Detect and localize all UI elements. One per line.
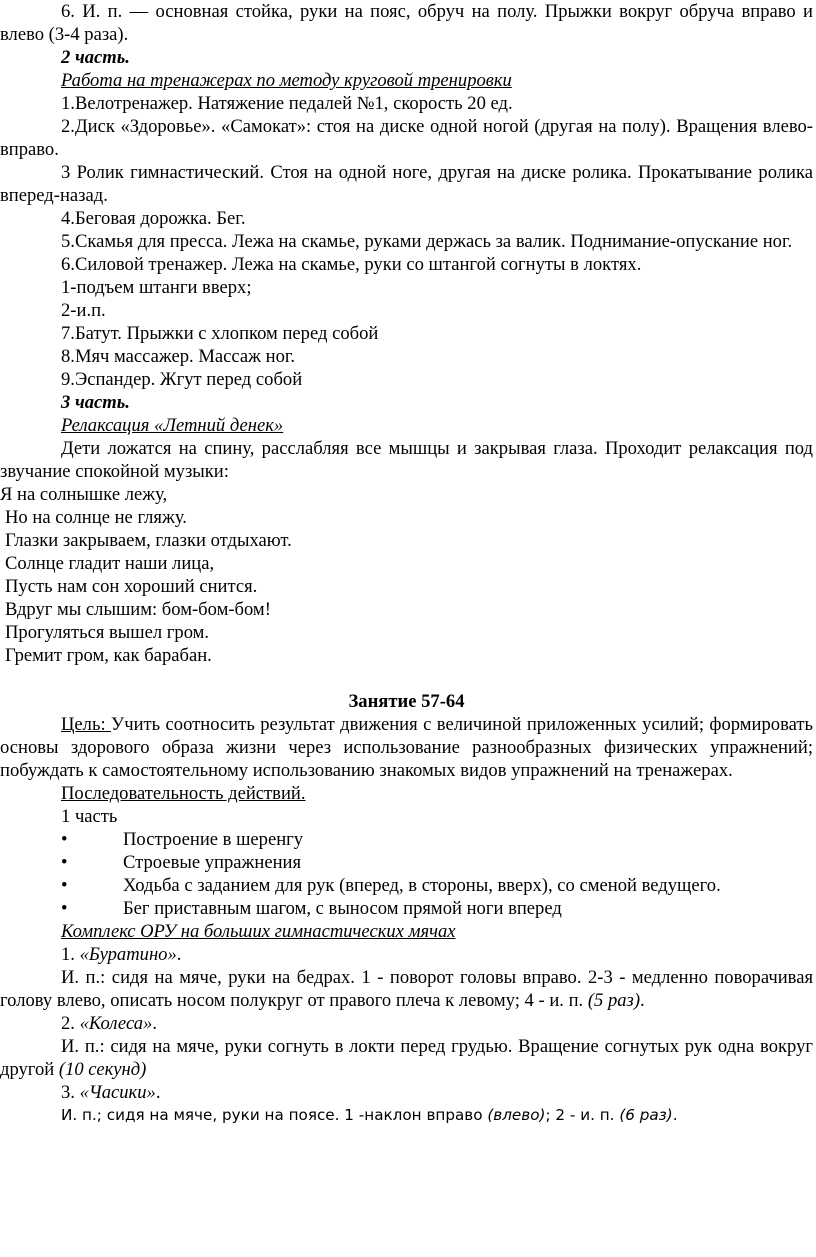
list-item-text: Строевые упражнения — [123, 852, 302, 873]
section-heading: 3 часть. — [61, 392, 130, 413]
poem-line: Я на солнышке лежу, — [0, 484, 168, 505]
goal-paragraph — [0, 713, 813, 782]
goal-label: Цель: — [61, 714, 112, 735]
complex-title: Комплекс ОРУ на больших гимнастических мячах — [61, 921, 456, 942]
exercise-name: «Часики» — [79, 1082, 156, 1103]
section-subheading: Релаксация «Летний денек» — [61, 415, 284, 436]
list-item — [0, 851, 813, 874]
paragraph: 5.Скамья для пресса. Лежа на скамье, руками держась за валик. Поднимание-опускание ног. — [61, 231, 793, 252]
exercise-number: 1. — [61, 944, 80, 965]
exercise-period: . — [640, 990, 645, 1011]
exercise-reps: (5 раз) — [587, 990, 641, 1011]
paragraph: 6. И. п. — основная стойка, руки на пояс, обруч на полу. Прыжки вокруг обруча вправо и влево (3-4 раза). — [0, 1, 813, 45]
exercise-number: 3. — [61, 1082, 80, 1103]
exercise-heading — [0, 1081, 813, 1104]
list-item-text: Ходьба с заданием для рук (вперед, в стороны, вверх), со сменой ведущего. — [123, 875, 721, 896]
poem-line: Глазки закрываем, глазки отдыхают. — [5, 530, 292, 551]
exercise-text: И. п.; сидя на мяче, руки на поясе. 1 -наклон вправо — [61, 1106, 488, 1124]
poem-line: Пусть нам сон хороший снится. — [5, 576, 258, 597]
paragraph: 2.Диск «Здоровье». «Самокат»: стоя на диске одной ногой (другая на полу). Вращения влево-вправо. — [0, 116, 813, 160]
exercise-text: И. п.: сидя на мяче, руки на бедрах. 1 - поворот головы вправо. 2-3 - медленно поворачивая голову влево, описать носом полукруг от правого плеча к левому; 4 - и. п. — [0, 967, 813, 1011]
exercise-heading — [0, 943, 813, 966]
paragraph: Дети ложатся на спину, расслабляя все мышцы и закрывая глаза. Проходит релаксация под звучание спокойной музыки: — [0, 438, 813, 482]
exercise-number: 2. — [61, 1013, 80, 1034]
list-item — [0, 874, 813, 897]
part-label: 1 часть — [61, 806, 118, 827]
exercise-period: . — [176, 944, 182, 965]
exercise-text: ; 2 - и. п. — [545, 1106, 620, 1124]
exercise-reps: (6 раз) — [619, 1106, 673, 1124]
exercise-description — [0, 966, 813, 1012]
paragraph: 1-подъем штанги вверх; — [61, 277, 252, 298]
exercise-reps: (10 секунд) — [58, 1059, 147, 1080]
exercise-name: «Буратино» — [79, 944, 177, 965]
list-item-text: Построение в шеренгу — [123, 829, 304, 850]
bullet-icon: • — [61, 852, 68, 873]
poem-line: Гремит гром, как барабан. — [5, 645, 212, 666]
list-item-text: Бег приставным шагом, с выносом прямой ноги вперед — [123, 898, 562, 919]
section-heading: 2 часть. — [61, 47, 130, 68]
exercise-text: И. п.: сидя на мяче, руки согнуть в локти перед грудью. Вращение согнутых рук одна вокруг другой — [0, 1036, 813, 1080]
paragraph: 2-и.п. — [61, 300, 106, 321]
paragraph: 3 Ролик гимнастический. Стоя на одной ноге, другая на диске ролика. Прокатывание ролика вперед-назад. — [0, 162, 813, 206]
poem-line: Прогуляться вышел гром. — [5, 622, 210, 643]
list-item — [0, 828, 813, 851]
bullet-icon: • — [61, 829, 68, 850]
exercise-period: . — [672, 1106, 678, 1124]
exercise-period: . — [152, 1013, 157, 1034]
exercise-direction: (влево) — [487, 1106, 546, 1124]
exercise-description — [0, 1104, 813, 1127]
bullet-icon: • — [61, 898, 68, 919]
poem-line: Солнце гладит наши лица, — [5, 553, 215, 574]
paragraph: 8.Мяч массажер. Массаж ног. — [61, 346, 296, 367]
paragraph: 4.Беговая дорожка. Бег. — [61, 208, 246, 229]
bullet-icon: • — [61, 875, 68, 896]
paragraph: 9.Эспандер. Жгут перед собой — [61, 369, 303, 390]
sequence-label: Последовательность действий. — [61, 783, 306, 804]
exercise-name: «Колеса» — [79, 1013, 153, 1034]
list-item — [0, 897, 813, 920]
lesson-title: Занятие 57-64 — [348, 691, 465, 712]
poem-line: Но на солнце не гляжу. — [5, 507, 187, 528]
paragraph: 1.Велотренажер. Натяжение педалей №1, скорость 20 ед. — [61, 93, 513, 114]
goal-text: Учить соотносить результат движения с величиной приложенных усилий; формировать основы здорового образа жизни через использование разнообразных физических упражнений; побуждать к самостоятельному использованию знакомых видов упражнений на тренажерах. — [0, 714, 813, 781]
paragraph: 6.Силовой тренажер. Лежа на скамье, руки со штангой согнуты в локтях. — [61, 254, 642, 275]
poem-line: Вдруг мы слышим: бом-бом-бом! — [5, 599, 271, 620]
paragraph: 7.Батут. Прыжки с хлопком перед собой — [61, 323, 379, 344]
exercise-description — [0, 1035, 813, 1081]
section-subheading: Работа на тренажерах по методу круговой тренировки — [61, 70, 512, 91]
exercise-period: . — [155, 1082, 161, 1103]
exercise-heading — [0, 1012, 813, 1035]
